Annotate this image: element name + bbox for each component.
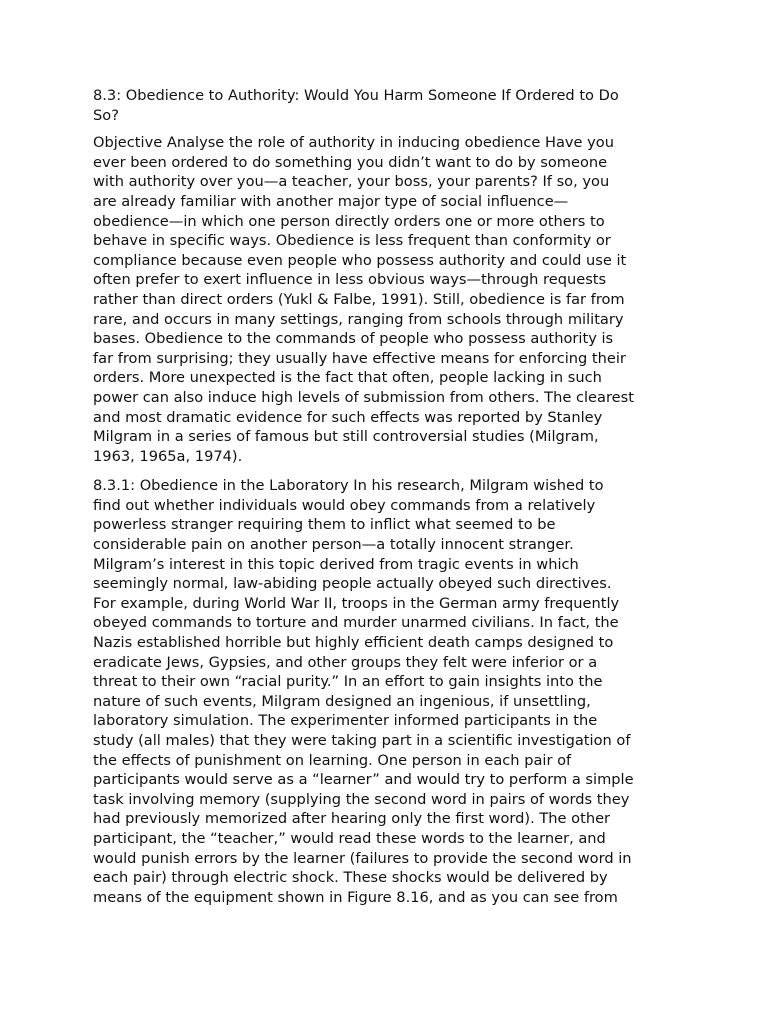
paragraph-obedience-objective: Objective Analyse the role of authority in inducing obedience Have you ever been ordered to do something you didn’t want to do by someone with authority over you—a teacher, your boss, your parents? If so, you are already familiar with another major type of social influence— obedience—in which one person directly orders one or more others to behave in specific ways. Obedience is less frequent than conformity or compliance because even people who possess authority and could use it often prefer to exert influence in less obvious ways—through requests rather than direct orders (Yukl & Falbe, 1991). Still, obedience is far from rare, and occurs in many settings, ranging from schools through military bases. Obedience to the commands of people who possess authority is far from surprising; they usually have effective means for enforcing their orders. More unexpected is the fact that often, people lacking in such power can also induce high levels of submission from others. The clearest and most dramatic evidence for such effects was reported by Stanley Milgram in a series of famous but still controversial studies (Milgram, 1963, 1965a, 1974).	[93, 134, 634, 465]
section-heading: 8.3: Obedience to Authority: Would You Harm Someone If Ordered to Do So?	[93, 87, 619, 124]
document-body	[93, 86, 673, 917]
paragraph-obedience-laboratory: 8.3.1: Obedience in the Laboratory In his research, Milgram wished to find out whether individuals would obey commands from a relatively powerless stranger requiring them to inflict what seemed to be considerable pain on another person—a totally innocent stranger. Milgram’s interest in this topic derived from tragic events in which seemingly normal, law-abiding people actually obeyed such directives. For example, during World War II, troops in the German army frequently obeyed commands to torture and murder unarmed civilians. In fact, the Nazis established horrible but highly efficient death camps designed to eradicate Jews, Gypsies, and other groups they felt were inferior or a threat to their own “racial purity.” In an effort to gain insights into the nature of such events, Milgram designed an ingenious, if unsettling, laboratory simulation. The experimenter informed participants in the study (all males) that they were taking part in a scientific investigation of the effects of punishment on learning. One person in each pair of participants would serve as a “learner” and would try to perform a simple task involving memory (supplying the second word in pairs of words they had previously memorized after hearing only the first word). The other participant, the “teacher,” would read these words to the learner, and would punish errors by the learner (failures to provide the second word in each pair) through electric shock. These shocks would be delivered by means of the equipment shown in Figure 8.16, and as you can see from	[93, 477, 634, 906]
